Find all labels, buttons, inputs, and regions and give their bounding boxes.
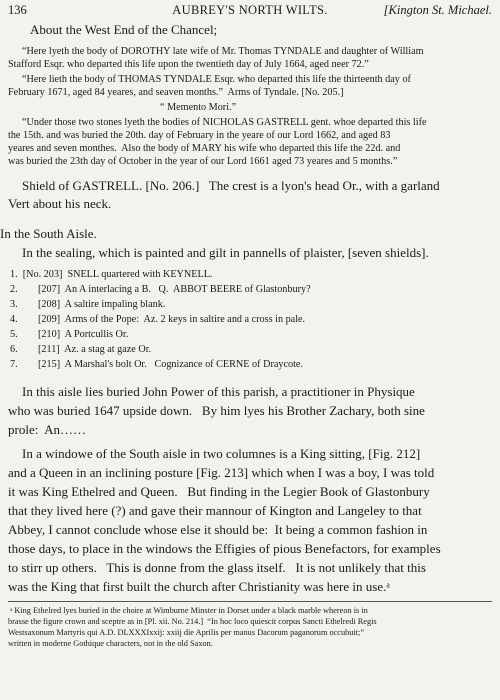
epitaph-gastrell-line-2: the 15th. and was buried the 20th. day of February in the yeare of our Lord 1662, and aged 83 <box>8 130 391 141</box>
epitaph-gastrell-line-3: yeares and seven monthes. Also the body of MARY his wife who departed this life the 22d. and <box>8 143 401 154</box>
epitaph-dorothy-line-1: “Here lyeth the body of DOROTHY late wife of Mr. Thomas TYNDALE and daughter of William <box>22 46 424 57</box>
page-number: 136 <box>8 3 27 17</box>
window-para-line-5: Abbey, I cannot conclude whose else it should be: It being a common fashion in <box>8 522 428 537</box>
shield-list-item-4: 4. [209] Arms of the Pope: Az. 2 keys in saltire and a cross in pale. <box>10 314 306 325</box>
section-heading: About the West End of the Chancel; <box>30 22 218 37</box>
shield-list-item-7: 7. [215] A Marshal's bolt Or. Cognizance of CERNE of Draycote. <box>10 359 303 370</box>
epitaph-thomas-line-1: “Here lieth the body of THOMAS TYNDALE Esqr. who departed this life the thirteenth day of <box>22 74 411 85</box>
shield-list-item-1: 1. [No. 203] SNELL quartered with KEYNELL. <box>10 269 213 280</box>
memento-mori: “ Memento Mori.” <box>160 102 237 113</box>
power-para-line-1: In this aisle lies buried John Power of this parish, a practitioner in Physique <box>22 384 415 399</box>
epitaph-dorothy-line-2: Stafford Esqr. who departed this life upon the twentieth day of July 1664, aged neer 72.” <box>8 59 369 70</box>
footnote-line-1: ᵃ King Ethelred lyes buried in the choire at Wimburne Minster in Dorset under a black marble whereon is in <box>10 606 368 615</box>
epitaph-gastrell-line-1: “Under those two stones lyeth the bodies of NICHOLAS GASTRELL gent. whoe departed this life <box>22 117 427 128</box>
shield-line-1: Shield of GASTRELL. [No. 206.] The crest is a lyon's head Or., with a garland <box>22 178 440 193</box>
epitaph-thomas-line-2: February 1671, aged 84 yeares, and seaven months.” Arms of Tyndale. [No. 205.] <box>8 87 344 98</box>
footnote-rule <box>8 601 492 602</box>
footnote-line-4: written in moderne Gothique characters, not in the old Saxon. <box>8 639 213 648</box>
footnote-line-3: Westsaxonum Martyris qui A.D. DLXXXIxxij: xxiij die Aprilis per manus Dacorum paganorum occubuit;” <box>8 628 365 637</box>
window-para-line-6: those days, to place in the windows the Effigies of pious Benefactors, for examples <box>8 541 441 556</box>
running-title: AUBREY'S NORTH WILTS. <box>172 3 328 17</box>
window-para-line-7: to stirr up others. This is donne from the glass itself. It is not unlikely that this <box>8 560 426 575</box>
power-para-line-3: prole: An…… <box>8 422 86 437</box>
shield-list-item-2: 2. [207] An A interlacing a B. Q. ABBOT BEERE of Glastonbury? <box>10 284 311 295</box>
south-aisle-heading: In the South Aisle. <box>0 226 97 241</box>
window-para-line-3: it was King Ethelred and Queen. But finding in the Legier Book of Glastonbury <box>8 484 430 499</box>
shield-list-item-6: 6. [211] Az. a stag at gaze Or. <box>10 344 152 355</box>
window-para-line-1: In a windowe of the South aisle in two columnes is a King sitting, [Fig. 212] <box>22 446 421 461</box>
power-para-line-2: who was buried 1647 upside down. By him lyes his Brother Zachary, both sine <box>8 403 425 418</box>
section-title: [Kington St. Michael. <box>383 3 492 17</box>
window-para-line-8: was the King that first built the church after Christianity was here in use.ᵃ <box>8 579 390 594</box>
epitaph-gastrell-line-4: was buried the 23th day of October in the year of our Lord 1661 aged 73 yeares and 5 months.” <box>8 156 398 167</box>
window-para-line-2: and a Queen in an inclining posture [Fig. 213] which when I was a boy, I was told <box>8 465 435 480</box>
shield-line-2: Vert about his neck. <box>8 196 112 211</box>
footnote-line-2: brasse the figure crown and sceptre as in [Pl. xii. No. 214.] “In hoc loco quiescit corpus Sancti Ethelredi Regis <box>8 617 377 626</box>
window-para-line-4: that they lived here (?) and gave their mannour of Kington and Langeley to that <box>8 503 422 518</box>
south-aisle-intro: In the sealing, which is painted and gilt in pannells of plaister, [seven shields]. <box>22 245 429 260</box>
shield-list-item-5: 5. [210] A Portcullis Or. <box>10 329 129 340</box>
shield-list-item-3: 3. [208] A saltire impaling blank. <box>10 299 166 310</box>
running-header <box>8 3 492 19</box>
